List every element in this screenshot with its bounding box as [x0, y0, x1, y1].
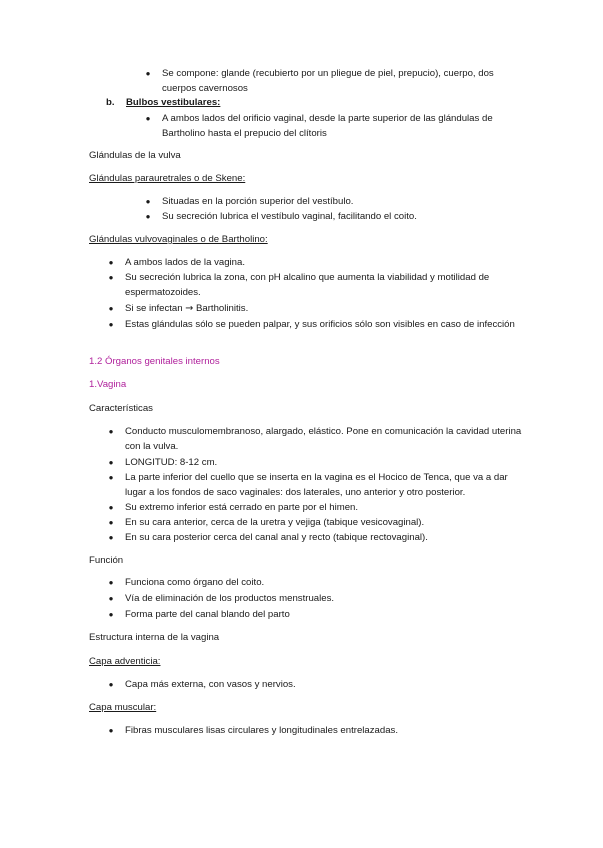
list-item — [107, 255, 527, 270]
list-item-text: LONGITUD: 8-12 cm. — [125, 457, 218, 468]
list-item-text: Funciona como órgano del coito. — [125, 577, 265, 588]
list-item-text: Se compone: glande (recubierto por un pliegue de piel, prepucio), cuerpo, dos cuerpos cavernosos — [162, 68, 494, 94]
bullet-icon: ● — [108, 503, 114, 512]
list-item — [107, 607, 527, 622]
list-item — [107, 455, 527, 470]
bullet-icon: ● — [108, 427, 114, 436]
skene-heading: Glándulas parauretrales o de Skene: — [89, 173, 246, 184]
list-item — [144, 66, 524, 96]
list-item-text — [107, 301, 527, 316]
arrow-right-icon: → — [185, 303, 194, 314]
estructura-heading: Estructura interna de la vagina — [89, 632, 220, 643]
bullet-icon: ● — [108, 726, 114, 735]
bullet-icon: ● — [145, 69, 151, 78]
bullet-icon: ● — [108, 680, 114, 689]
bullet-icon: ● — [108, 518, 114, 527]
list-item-text: Situadas en la porción superior del vestíbulo. — [162, 196, 354, 207]
bullet-icon: ● — [108, 258, 114, 267]
list-item-text: Vía de eliminación de los productos menstruales. — [125, 593, 335, 604]
list-item — [107, 301, 527, 316]
bullet-icon: ● — [108, 578, 114, 587]
list-label: b. — [106, 97, 115, 108]
list-item-text: A ambos lados de la vagina. — [125, 257, 246, 268]
funcion-heading: Función — [89, 555, 124, 566]
list-item-text: La parte inferior del cuello que se inserta en la vagina es el Hocico de Tenca, que va a dar lugar a los fondos de saco vaginales: dos laterales, uno anterior y otro posterior. — [125, 472, 508, 498]
bullet-icon: ● — [108, 610, 114, 619]
bullet-icon: ● — [108, 458, 114, 467]
list-item-text: Capa más externa, con vasos y nervios. — [125, 679, 296, 690]
list-item — [144, 194, 524, 209]
list-item — [107, 317, 527, 332]
list-item-text: Forma parte del canal blando del parto — [125, 609, 290, 620]
list-item-text: Su secreción lubrica el vestíbulo vaginal, facilitando el coito. — [162, 211, 417, 222]
list-item-text: Fibras musculares lisas circulares y longitudinales entrelazadas. — [125, 725, 399, 736]
section-title: 1.2 Órganos genitales internos — [89, 356, 220, 367]
bullet-icon: ● — [108, 273, 114, 282]
list-item-text: Su extremo inferior está cerrado en parte por el himen. — [125, 502, 359, 513]
list-item — [107, 470, 527, 500]
caracteristicas-heading: Características — [89, 403, 153, 414]
list-item — [107, 270, 527, 300]
bartholino-heading: Glándulas vulvovaginales o de Bartholino: — [89, 234, 268, 245]
list-item — [107, 500, 527, 515]
list-item — [107, 515, 527, 530]
list-item — [107, 591, 527, 606]
list-item — [144, 111, 524, 141]
bullet-icon: ● — [145, 114, 151, 123]
list-item-text: Su secreción lubrica la zona, con pH alcalino que aumenta la viabilidad y motilidad de espermatozoides. — [125, 272, 490, 298]
muscular-heading: Capa muscular: — [89, 702, 157, 713]
list-item — [144, 209, 524, 224]
list-item-text-part: Si se infectan — [125, 303, 183, 314]
list-item — [107, 530, 527, 545]
bulbos-heading: Bulbos vestibulares: — [126, 97, 221, 108]
bullet-icon: ● — [108, 594, 114, 603]
list-item-text: En su cara anterior, cerca de la uretra y vejiga (tabique vesicovaginal). — [125, 517, 425, 528]
bullet-icon: ● — [108, 473, 114, 482]
list-item-text: Conducto musculomembranoso, alargado, elástico. Pone en comunicación la cavidad uterina con la vulva. — [125, 426, 522, 452]
list-item-text: En su cara posterior cerca del canal anal y recto (tabique rectovaginal). — [125, 532, 428, 543]
list-item — [107, 575, 527, 590]
list-item — [107, 424, 527, 454]
section-heading: Glándulas de la vulva — [89, 150, 181, 161]
bullet-icon: ● — [145, 197, 151, 206]
list-item-text: A ambos lados del orificio vaginal, desde la parte superior de las glándulas de Bartholino hasta el prepucio del clítoris — [162, 113, 493, 139]
bullet-icon: ● — [108, 304, 114, 313]
bullet-icon: ● — [108, 533, 114, 542]
list-item — [107, 677, 527, 692]
bullet-icon: ● — [108, 320, 114, 329]
bullet-icon: ● — [145, 212, 151, 221]
list-item-text: Estas glándulas sólo se pueden palpar, y sus orificios sólo son visibles en caso de infección — [125, 319, 515, 330]
list-item-text-part: Bartholinitis. — [196, 303, 249, 314]
bulbos-heading-row — [106, 95, 506, 110]
list-item — [107, 723, 527, 738]
adventicia-heading: Capa adventicia: — [89, 656, 161, 667]
subsection-title: 1.Vagina — [89, 379, 127, 390]
